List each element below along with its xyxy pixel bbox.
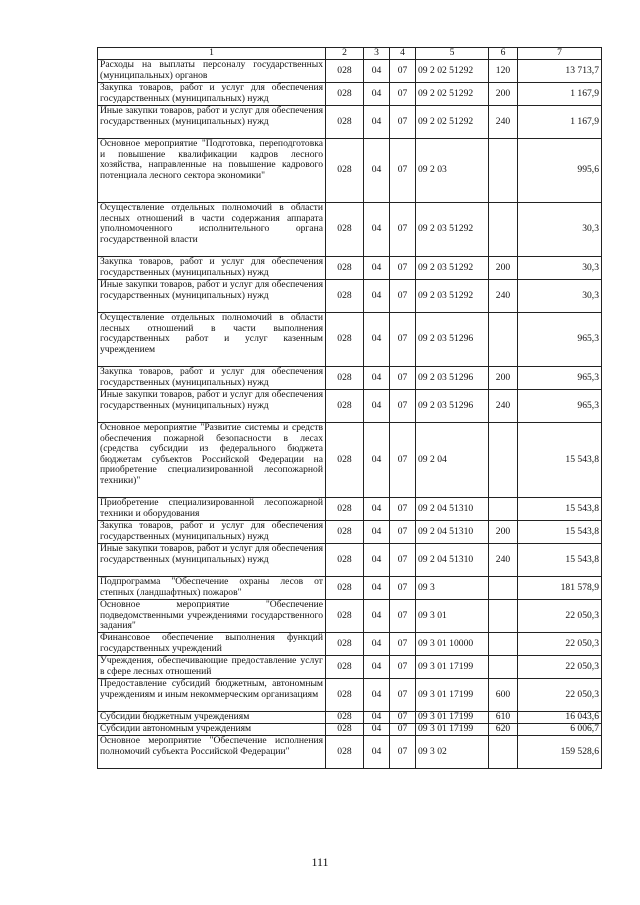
row-name-cell: Осуществление отдельных полномочий в области лесных отношений в части выполнения государственных работ и услуг казенным учреждением (98, 313, 326, 367)
row-sum-cell: 22 050,3 (518, 633, 602, 656)
row-kcsr-cell: 09 2 04 51310 (416, 544, 489, 577)
row-pr-cell: 07 (390, 60, 416, 83)
row-kvr-cell: 600 (489, 679, 518, 712)
row-pr-cell: 07 (390, 521, 416, 544)
row-kcsr-cell: 09 3 01 17199 (416, 656, 489, 679)
page-number: 111 (311, 855, 329, 869)
row-pr-cell: 07 (390, 83, 416, 106)
table-row (98, 423, 602, 498)
row-grbs-cell: 028 (326, 712, 364, 724)
row-kcsr-cell: 09 2 02 51292 (416, 106, 489, 139)
row-name-cell: Основное мероприятие "Развитие системы и средств обеспечения пожарной безопасности в лесах (средства субсидии из федерального бюджета бюджетам субъектов Российской Федерации на приобретение специализированной лесопожарной техники)" (98, 423, 326, 498)
table-row (98, 106, 602, 139)
row-kvr-cell: 120 (489, 60, 518, 83)
row-sum-cell: 1 167,9 (518, 106, 602, 139)
row-sum-cell: 15 543,8 (518, 521, 602, 544)
row-kcsr-cell: 09 2 04 (416, 423, 489, 498)
row-kvr-cell: 200 (489, 83, 518, 106)
row-kcsr-cell: 09 3 01 10000 (416, 633, 489, 656)
row-sum-cell: 995,6 (518, 139, 602, 203)
row-name-cell: Осуществление отдельных полномочий в области лесных отношений в части содержания аппарата уполномоченного исполнительного органа государственной власти (98, 203, 326, 257)
row-pr-cell: 07 (390, 712, 416, 724)
row-pr-cell: 07 (390, 139, 416, 203)
row-kvr-cell (489, 656, 518, 679)
row-grbs-cell: 028 (326, 736, 364, 769)
row-sum-cell: 15 543,8 (518, 544, 602, 577)
row-rz-cell: 04 (364, 60, 390, 83)
row-rz-cell: 04 (364, 679, 390, 712)
row-kvr-cell: 610 (489, 712, 518, 724)
row-name-cell: Финансовое обеспечение выполнения функций государственных учреждений (98, 633, 326, 656)
table-row (98, 390, 602, 423)
row-kcsr-cell: 09 2 03 51296 (416, 367, 489, 390)
row-sum-cell: 22 050,3 (518, 600, 602, 633)
row-name-cell: Закупка товаров, работ и услуг для обеспечения государственных (муниципальных) нужд (98, 257, 326, 280)
row-kcsr-cell: 09 3 01 17199 (416, 724, 489, 736)
row-pr-cell: 07 (390, 498, 416, 521)
table-row (98, 656, 602, 679)
row-grbs-cell: 028 (326, 423, 364, 498)
row-name-cell: Иные закупки товаров, работ и услуг для обеспечения государственных (муниципальных) нужд (98, 544, 326, 577)
row-pr-cell: 07 (390, 600, 416, 633)
table-row (98, 60, 602, 83)
row-pr-cell: 07 (390, 367, 416, 390)
row-sum-cell: 6 006,7 (518, 724, 602, 736)
row-rz-cell: 04 (364, 577, 390, 600)
row-kcsr-cell: 09 3 01 (416, 600, 489, 633)
row-grbs-cell: 028 (326, 257, 364, 280)
row-grbs-cell: 028 (326, 498, 364, 521)
table-row (98, 203, 602, 257)
row-kvr-cell: 240 (489, 544, 518, 577)
row-kcsr-cell: 09 2 03 51292 (416, 280, 489, 313)
row-grbs-cell: 028 (326, 679, 364, 712)
row-grbs-cell: 028 (326, 544, 364, 577)
row-rz-cell: 04 (364, 712, 390, 724)
row-pr-cell: 07 (390, 390, 416, 423)
row-grbs-cell: 028 (326, 521, 364, 544)
row-kvr-cell (489, 600, 518, 633)
row-rz-cell: 04 (364, 203, 390, 257)
table-row (98, 257, 602, 280)
row-name-cell: Закупка товаров, работ и услуг для обеспечения государственных (муниципальных) нужд (98, 367, 326, 390)
row-kcsr-cell: 09 2 03 51296 (416, 390, 489, 423)
row-name-cell: Основное мероприятие "Обеспечение исполнения полномочий субъекта Российской Федерации" (98, 736, 326, 769)
row-sum-cell: 159 528,6 (518, 736, 602, 769)
row-rz-cell: 04 (364, 280, 390, 313)
row-rz-cell: 04 (364, 423, 390, 498)
row-grbs-cell: 028 (326, 203, 364, 257)
row-sum-cell: 30,3 (518, 257, 602, 280)
row-name-cell: Учреждения, обеспечивающие предоставление услуг в сфере лесных отношений (98, 656, 326, 679)
table-row (98, 498, 602, 521)
row-sum-cell: 13 713,7 (518, 60, 602, 83)
row-kvr-cell (489, 577, 518, 600)
row-grbs-cell: 028 (326, 60, 364, 83)
table-row (98, 600, 602, 633)
row-sum-cell: 1 167,9 (518, 83, 602, 106)
row-kvr-cell (489, 736, 518, 769)
row-sum-cell: 181 578,9 (518, 577, 602, 600)
row-sum-cell: 15 543,8 (518, 423, 602, 498)
header-cell-pr: 4 (390, 48, 416, 60)
row-kvr-cell (489, 423, 518, 498)
row-name-cell: Закупка товаров, работ и услуг для обеспечения государственных (муниципальных) нужд (98, 521, 326, 544)
row-kvr-cell: 240 (489, 390, 518, 423)
row-pr-cell: 07 (390, 313, 416, 367)
row-sum-cell: 965,3 (518, 313, 602, 367)
row-sum-cell: 30,3 (518, 203, 602, 257)
row-kcsr-cell: 09 2 04 51310 (416, 521, 489, 544)
row-kcsr-cell: 09 2 02 51292 (416, 83, 489, 106)
table-row (98, 139, 602, 203)
table-row (98, 736, 602, 769)
row-pr-cell: 07 (390, 257, 416, 280)
row-grbs-cell: 028 (326, 633, 364, 656)
row-rz-cell: 04 (364, 390, 390, 423)
table-row (98, 83, 602, 106)
row-grbs-cell: 028 (326, 367, 364, 390)
row-kcsr-cell: 09 2 02 51292 (416, 60, 489, 83)
row-sum-cell: 22 050,3 (518, 679, 602, 712)
row-kvr-cell: 200 (489, 367, 518, 390)
row-grbs-cell: 028 (326, 83, 364, 106)
row-kvr-cell (489, 498, 518, 521)
row-pr-cell: 07 (390, 633, 416, 656)
row-sum-cell: 16 043,6 (518, 712, 602, 724)
row-rz-cell: 04 (364, 313, 390, 367)
row-kvr-cell (489, 313, 518, 367)
row-grbs-cell: 028 (326, 313, 364, 367)
row-rz-cell: 04 (364, 257, 390, 280)
header-cell-rz: 3 (364, 48, 390, 60)
row-pr-cell: 07 (390, 736, 416, 769)
row-grbs-cell: 028 (326, 577, 364, 600)
row-kvr-cell (489, 633, 518, 656)
header-cell-sum: 7 (518, 48, 602, 60)
row-pr-cell: 07 (390, 724, 416, 736)
table-row (98, 367, 602, 390)
row-kvr-cell (489, 203, 518, 257)
row-grbs-cell: 028 (326, 280, 364, 313)
row-rz-cell: 04 (364, 736, 390, 769)
row-rz-cell: 04 (364, 83, 390, 106)
row-rz-cell: 04 (364, 724, 390, 736)
row-rz-cell: 04 (364, 656, 390, 679)
row-pr-cell: 07 (390, 203, 416, 257)
table-row (98, 577, 602, 600)
row-name-cell: Приобретение специализированной лесопожарной техники и оборудования (98, 498, 326, 521)
row-rz-cell: 04 (364, 498, 390, 521)
row-rz-cell: 04 (364, 544, 390, 577)
row-name-cell: Иные закупки товаров, работ и услуг для обеспечения государственных (муниципальных) нужд (98, 280, 326, 313)
row-kcsr-cell: 09 3 01 17199 (416, 712, 489, 724)
row-kcsr-cell: 09 2 03 (416, 139, 489, 203)
row-rz-cell: 04 (364, 521, 390, 544)
row-sum-cell: 965,3 (518, 367, 602, 390)
row-kcsr-cell: 09 2 04 51310 (416, 498, 489, 521)
row-rz-cell: 04 (364, 139, 390, 203)
row-pr-cell: 07 (390, 280, 416, 313)
table-row (98, 724, 602, 736)
table-row (98, 633, 602, 656)
row-pr-cell: 07 (390, 106, 416, 139)
row-kvr-cell: 200 (489, 521, 518, 544)
table-row (98, 313, 602, 367)
row-name-cell: Подпрограмма "Обеспечение охраны лесов от степных (ландшафтных) пожаров" (98, 577, 326, 600)
row-grbs-cell: 028 (326, 656, 364, 679)
row-grbs-cell: 028 (326, 390, 364, 423)
row-sum-cell: 30,3 (518, 280, 602, 313)
row-kcsr-cell: 09 3 01 17199 (416, 679, 489, 712)
table-row (98, 521, 602, 544)
row-name-cell: Иные закупки товаров, работ и услуг для обеспечения государственных (муниципальных) нужд (98, 106, 326, 139)
header-cell-kvr: 6 (489, 48, 518, 60)
row-kvr-cell: 240 (489, 106, 518, 139)
row-pr-cell: 07 (390, 577, 416, 600)
row-kvr-cell: 200 (489, 257, 518, 280)
row-rz-cell: 04 (364, 106, 390, 139)
row-rz-cell: 04 (364, 367, 390, 390)
row-sum-cell: 15 543,8 (518, 498, 602, 521)
row-name-cell: Субсидии автономным учреждениям (98, 724, 326, 736)
header-cell-name: 1 (98, 48, 326, 60)
row-kcsr-cell: 09 2 03 51292 (416, 203, 489, 257)
budget-table (97, 47, 602, 769)
row-grbs-cell: 028 (326, 139, 364, 203)
table-row (98, 544, 602, 577)
row-kvr-cell: 240 (489, 280, 518, 313)
row-kvr-cell: 620 (489, 724, 518, 736)
row-grbs-cell: 028 (326, 600, 364, 633)
row-kcsr-cell: 09 2 03 51292 (416, 257, 489, 280)
row-pr-cell: 07 (390, 544, 416, 577)
row-grbs-cell: 028 (326, 106, 364, 139)
row-name-cell: Иные закупки товаров, работ и услуг для обеспечения государственных (муниципальных) нужд (98, 390, 326, 423)
table-row (98, 280, 602, 313)
row-kcsr-cell: 09 3 02 (416, 736, 489, 769)
row-name-cell: Закупка товаров, работ и услуг для обеспечения государственных (муниципальных) нужд (98, 83, 326, 106)
row-grbs-cell: 028 (326, 724, 364, 736)
table-row (98, 679, 602, 712)
row-sum-cell: 22 050,3 (518, 656, 602, 679)
row-kcsr-cell: 09 2 03 51296 (416, 313, 489, 367)
table-row (98, 712, 602, 724)
row-pr-cell: 07 (390, 423, 416, 498)
row-name-cell: Основное мероприятие "Обеспечение подведомственными учреждениями государственного задания" (98, 600, 326, 633)
header-cell-grbs: 2 (326, 48, 364, 60)
row-kcsr-cell: 09 3 (416, 577, 489, 600)
row-name-cell: Субсидии бюджетным учреждениям (98, 712, 326, 724)
row-rz-cell: 04 (364, 633, 390, 656)
table-body (98, 48, 602, 769)
header-cell-kcsr: 5 (416, 48, 489, 60)
row-rz-cell: 04 (364, 600, 390, 633)
row-pr-cell: 07 (390, 679, 416, 712)
row-sum-cell: 965,3 (518, 390, 602, 423)
row-name-cell: Предоставление субсидий бюджетным, автономным учреждениям и иным некоммерческим организациям (98, 679, 326, 712)
row-kvr-cell (489, 139, 518, 203)
row-pr-cell: 07 (390, 656, 416, 679)
row-name-cell: Основное мероприятие "Подготовка, переподготовка и повышение квалификации кадров лесного хозяйства, направленные на повышение кадрового потенциала лесного сектора экономики" (98, 139, 326, 203)
row-name-cell: Расходы на выплаты персоналу государственных (муниципальных) органов (98, 60, 326, 83)
header-row (98, 48, 602, 60)
